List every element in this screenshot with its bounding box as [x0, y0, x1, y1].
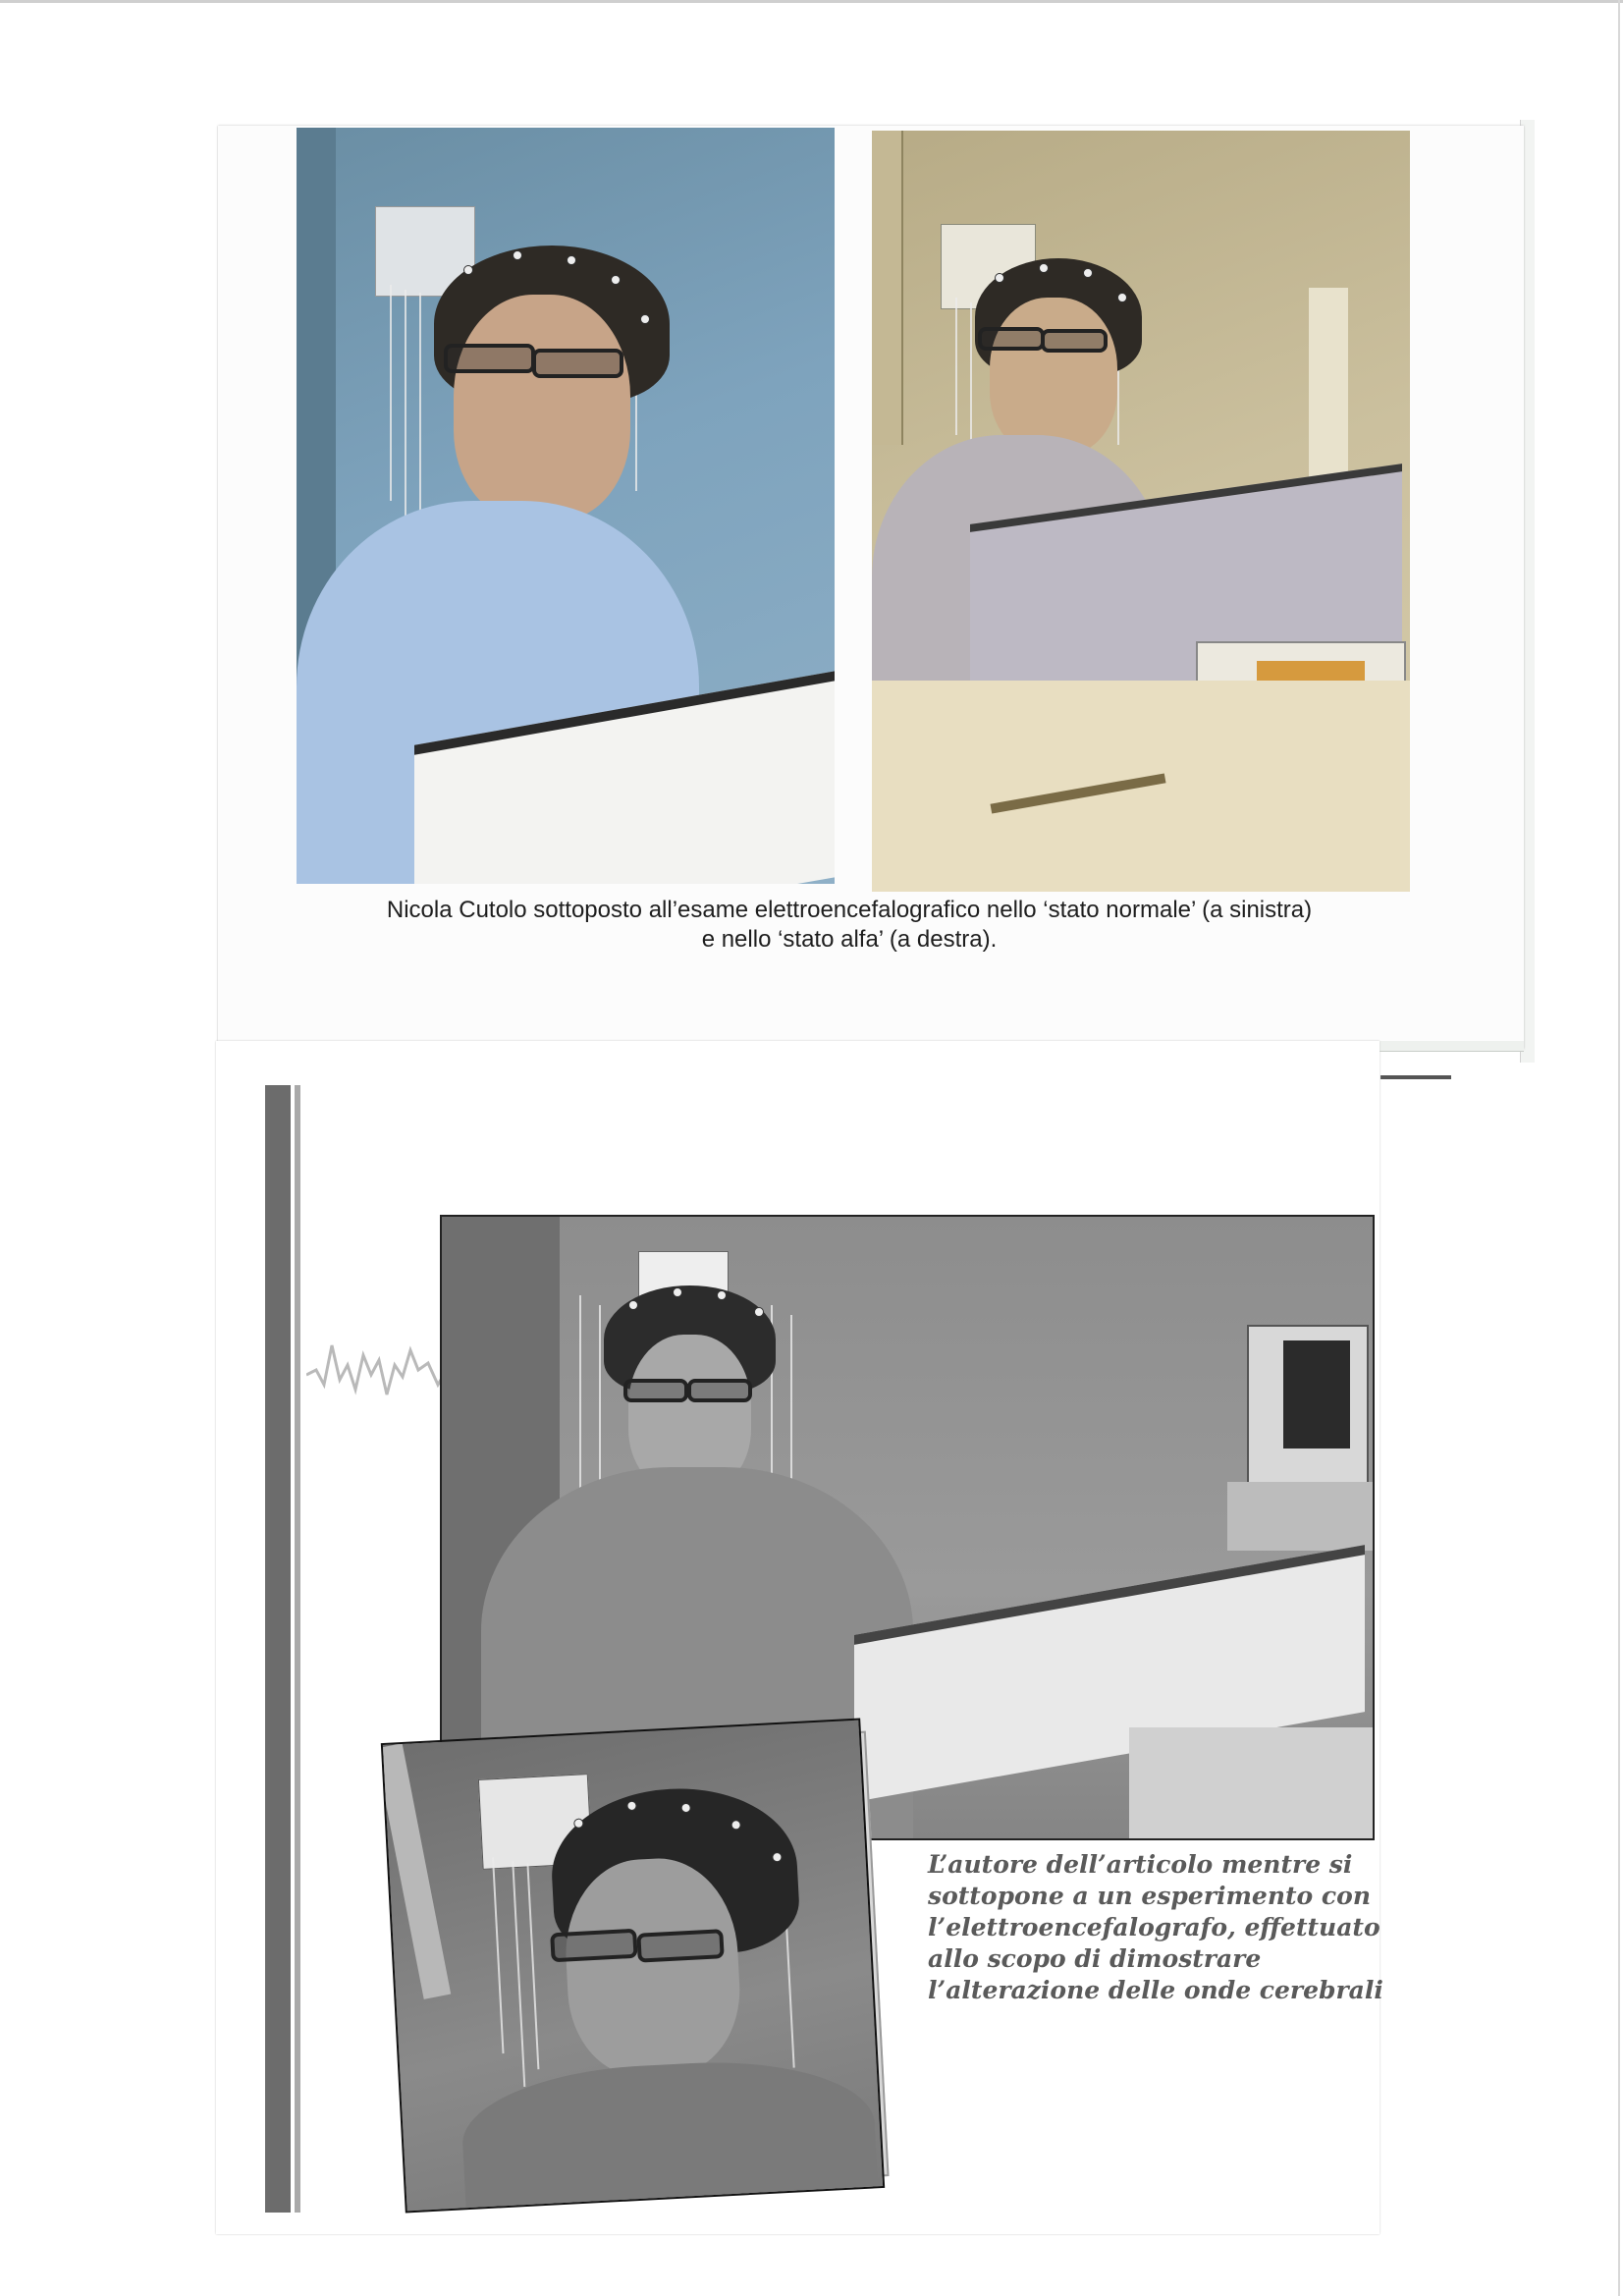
- bottom-caption-line: l’elettroencefalografo, effettuato: [928, 1913, 1380, 1941]
- bottom-caption-line: L’autore dell’articolo mentre si: [928, 1850, 1353, 1879]
- electrode: [513, 250, 522, 260]
- top-caption-line: Nicola Cutolo sottoposto all’esame elettroencefalografico nello ‘stato normale’ (a sinistra): [386, 897, 1313, 923]
- photo-eeg-normal-state: [297, 128, 835, 884]
- electrode-wire: [492, 1857, 504, 2053]
- recorder-label-strip: [990, 773, 1165, 813]
- photo-eeg-alpha-state: [872, 131, 1410, 892]
- electrode: [628, 1300, 638, 1310]
- inset-photo-eeg-closeup: [381, 1719, 885, 2214]
- scan-edge-top: [0, 0, 1623, 3]
- glasses-right-lens: [532, 349, 623, 378]
- eeg-recorder-unit: [1129, 1727, 1373, 1838]
- electrode: [1083, 268, 1093, 278]
- electrode: [995, 273, 1004, 283]
- scan-edge-right: [1618, 0, 1620, 2296]
- electrode-wire: [419, 293, 421, 528]
- glasses-left-lens: [550, 1929, 637, 1963]
- glasses-left-lens: [444, 344, 535, 373]
- lamp-arm: [381, 1743, 451, 1999]
- wall-panel: [1309, 288, 1348, 484]
- head: [990, 298, 1117, 455]
- electrode: [673, 1287, 682, 1297]
- top-caption: [236, 896, 1463, 955]
- head: [454, 295, 630, 520]
- computer-monitor: [1247, 1325, 1369, 1486]
- electrode-wire: [526, 1863, 539, 2069]
- glasses-right-lens: [636, 1929, 724, 1963]
- bottom-caption-line: l’alterazione delle onde cerebrali: [928, 1976, 1383, 2004]
- electrode: [463, 265, 473, 275]
- glasses-left-lens: [978, 327, 1045, 351]
- eeg-wave-decoration: [306, 1316, 444, 1424]
- electrode: [717, 1290, 727, 1300]
- clipping-mark: [1380, 1075, 1451, 1079]
- desk-surface: [872, 681, 1410, 892]
- electrode: [611, 275, 621, 285]
- monitor-screen: [1283, 1340, 1350, 1449]
- electrode-wire: [955, 298, 957, 435]
- electrode: [1039, 263, 1049, 273]
- electrode-wire: [405, 290, 406, 545]
- electrode-wire: [512, 1861, 525, 2087]
- electrode-wire: [390, 285, 392, 501]
- electrode: [1117, 293, 1127, 302]
- glasses-right-lens: [1041, 329, 1108, 353]
- electrode: [754, 1307, 764, 1317]
- page-spine-highlight: [295, 1085, 300, 2213]
- top-caption-line: e nello ‘stato alfa’ (a destra).: [701, 926, 998, 953]
- electrode-wire: [970, 302, 972, 460]
- bottom-caption: [928, 1849, 1383, 2006]
- bottom-caption-line: allo scopo di dimostrare: [928, 1944, 1262, 1973]
- glasses-right-lens: [687, 1379, 752, 1402]
- page-spine: [265, 1085, 291, 2213]
- electrode-wire: [579, 1295, 581, 1511]
- electrode: [640, 314, 650, 324]
- bottom-caption-line: sottopone a un esperimento con: [928, 1882, 1371, 1910]
- wall-edge: [872, 131, 903, 445]
- computer-base: [1227, 1482, 1373, 1551]
- shirt: [460, 2053, 880, 2213]
- glasses-left-lens: [623, 1379, 688, 1402]
- electrode: [567, 255, 576, 265]
